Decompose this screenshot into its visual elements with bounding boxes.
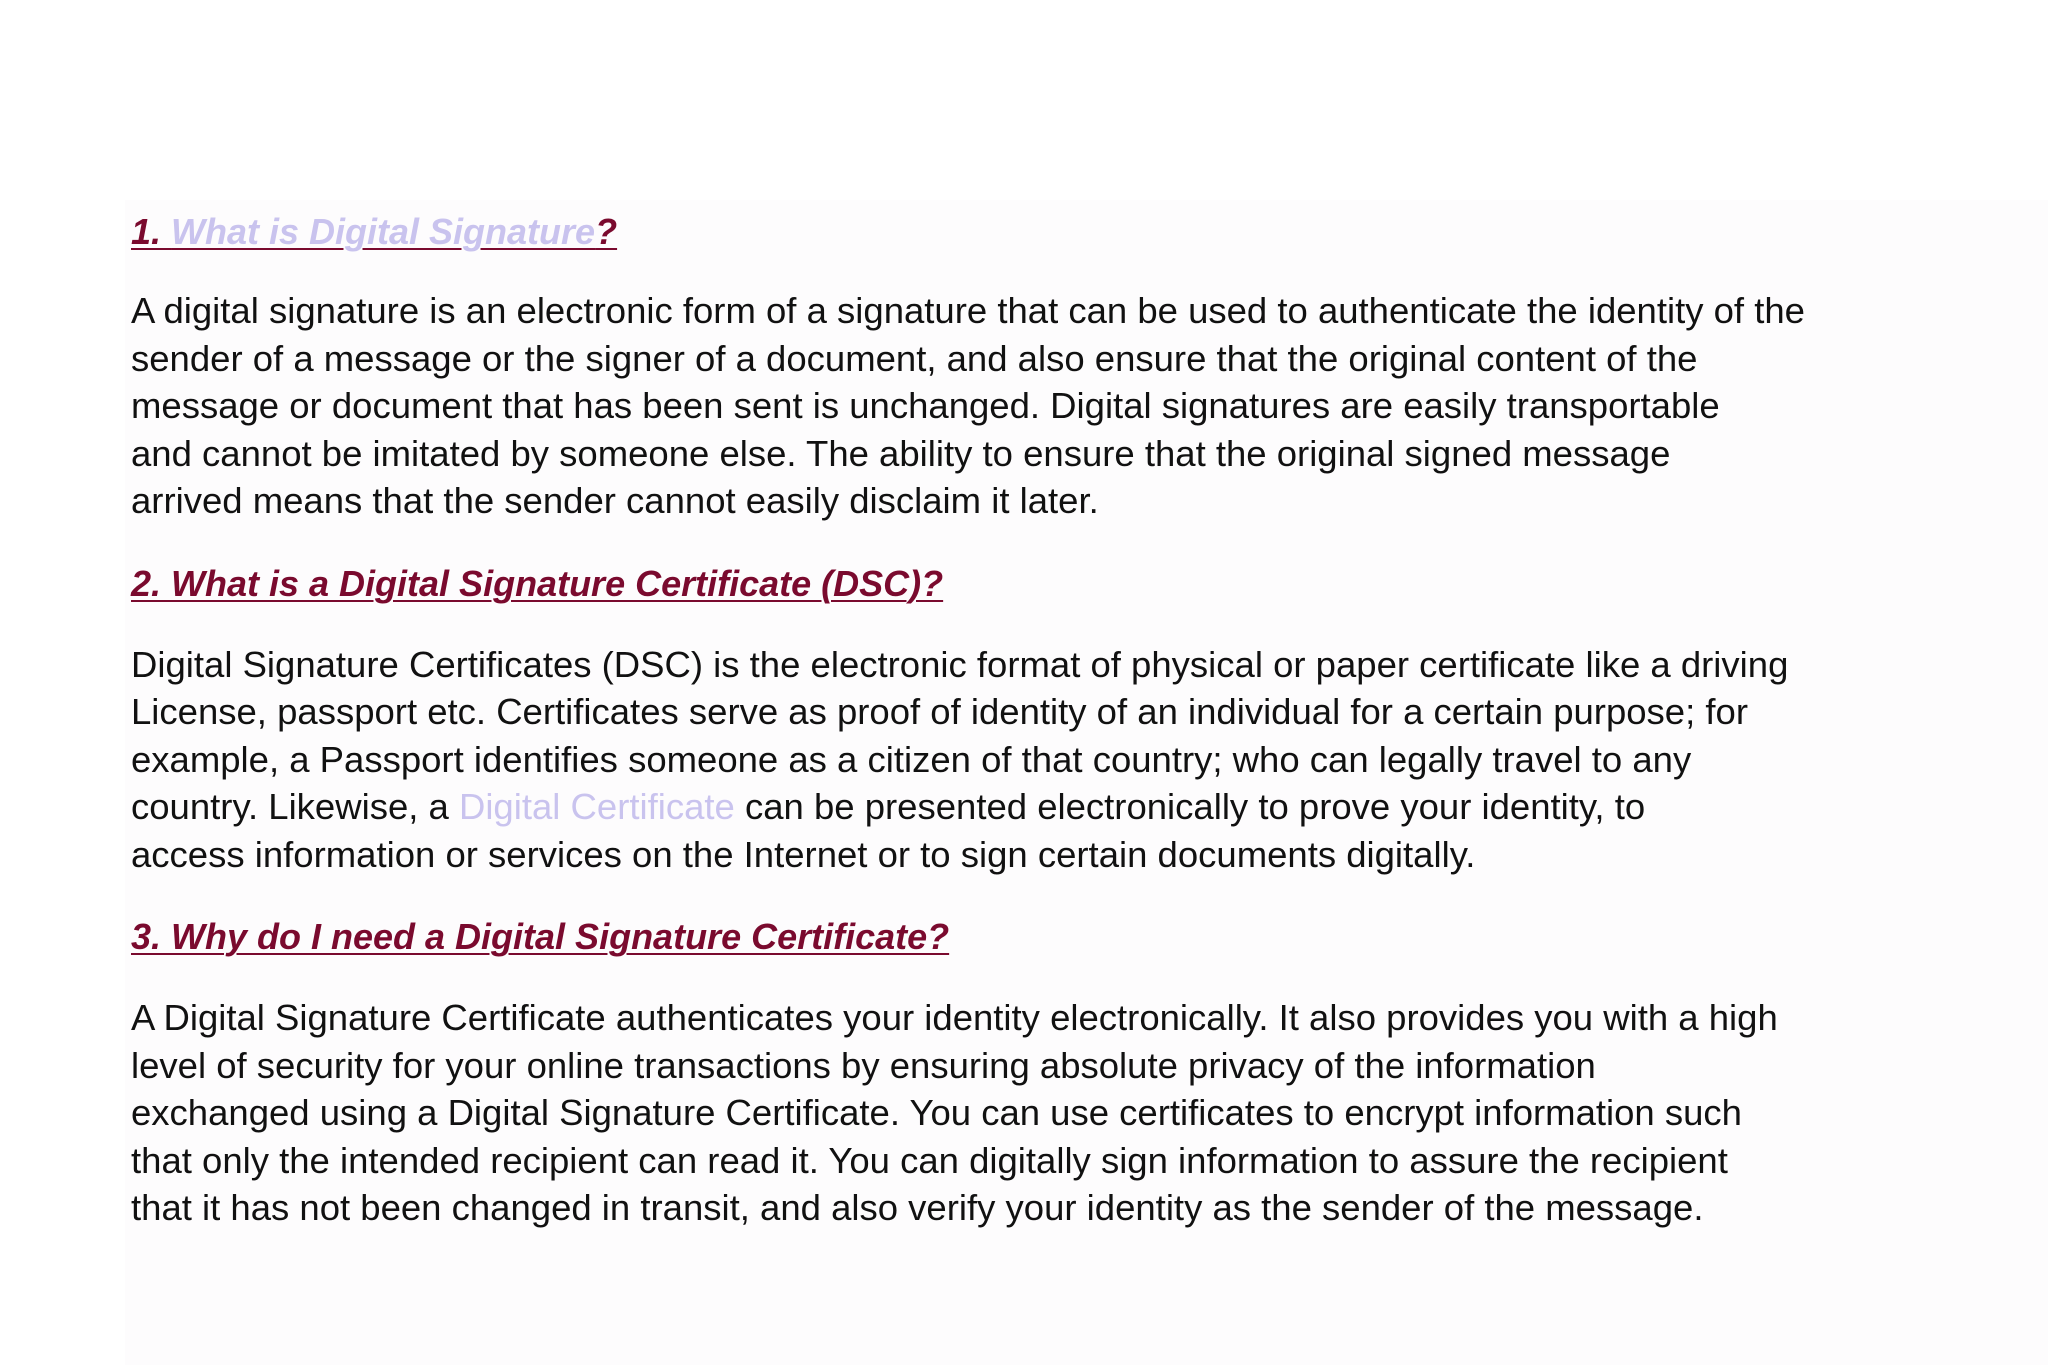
- paragraph-line: exchanged using a Digital Signature Certificate. You can use certificates to encrypt information such: [131, 1092, 1742, 1133]
- paragraph-line: that it has not been changed in transit, and also verify your identity as the sender of the message.: [131, 1187, 1704, 1228]
- paragraph-line: that only the intended recipient can read it. You can digitally sign information to assure the recipient: [131, 1139, 1728, 1181]
- paragraph-line: License, passport etc. Certificates serve as proof of identity of an individual for a certain purpose; for: [131, 691, 1748, 732]
- paragraph-line: message or document that has been sent is unchanged. Digital signatures are easily transportable: [131, 385, 1720, 426]
- paragraph-line: level of security for your online transactions by ensuring absolute privacy of the information: [131, 1044, 1596, 1086]
- paragraph-line: access information or services on the Internet or to sign certain documents digitally.: [131, 833, 1476, 875]
- line-text-after-link: can be presented electronically to prove your identity, to: [734, 786, 1646, 827]
- paragraph-line: and cannot be imitated by someone else. The ability to ensure that the original signed message: [131, 432, 1671, 474]
- paragraph-dsc: [131, 641, 1961, 879]
- document-body: [131, 200, 1961, 1232]
- digital-certificate-link[interactable]: Digital Certificate: [458, 786, 735, 827]
- heading-what-is-digital-signature: [131, 209, 1961, 255]
- paragraph-line: arrived means that the sender cannot easily disclaim it later.: [131, 480, 1099, 521]
- paragraph-line: Digital Signature Certificates (DSC) is the electronic format of physical or paper certificate like a driving: [131, 643, 1789, 685]
- digital-signature-link[interactable]: What is Digital Signature: [171, 211, 596, 252]
- paragraph-line: example, a Passport identifies someone as a citizen of that country; who can legally travel to any: [131, 738, 1692, 780]
- line-text-before-link: country. Likewise, a: [131, 786, 459, 827]
- heading-number: 1.: [131, 211, 172, 252]
- paragraph-why-dsc: [131, 994, 1961, 1232]
- heading-why-need-dsc: 3. Why do I need a Digital Signature Certificate?: [131, 916, 950, 957]
- heading-what-is-dsc: 2. What is a Digital Signature Certificate (DSC)?: [131, 562, 944, 604]
- paragraph-line: A Digital Signature Certificate authenticates your identity electronically. It also provides you with a high: [131, 997, 1778, 1038]
- paragraph-line: A digital signature is an electronic form of a signature that can be used to authenticate the identity of the: [131, 290, 1805, 331]
- paragraph-line: sender of a message or the signer of a document, and also ensure that the original content of the: [131, 337, 1698, 379]
- heading-question-mark: ?: [595, 211, 618, 252]
- paragraph-digital-signature: [131, 287, 1961, 525]
- paragraph-line-with-link: [131, 783, 1961, 831]
